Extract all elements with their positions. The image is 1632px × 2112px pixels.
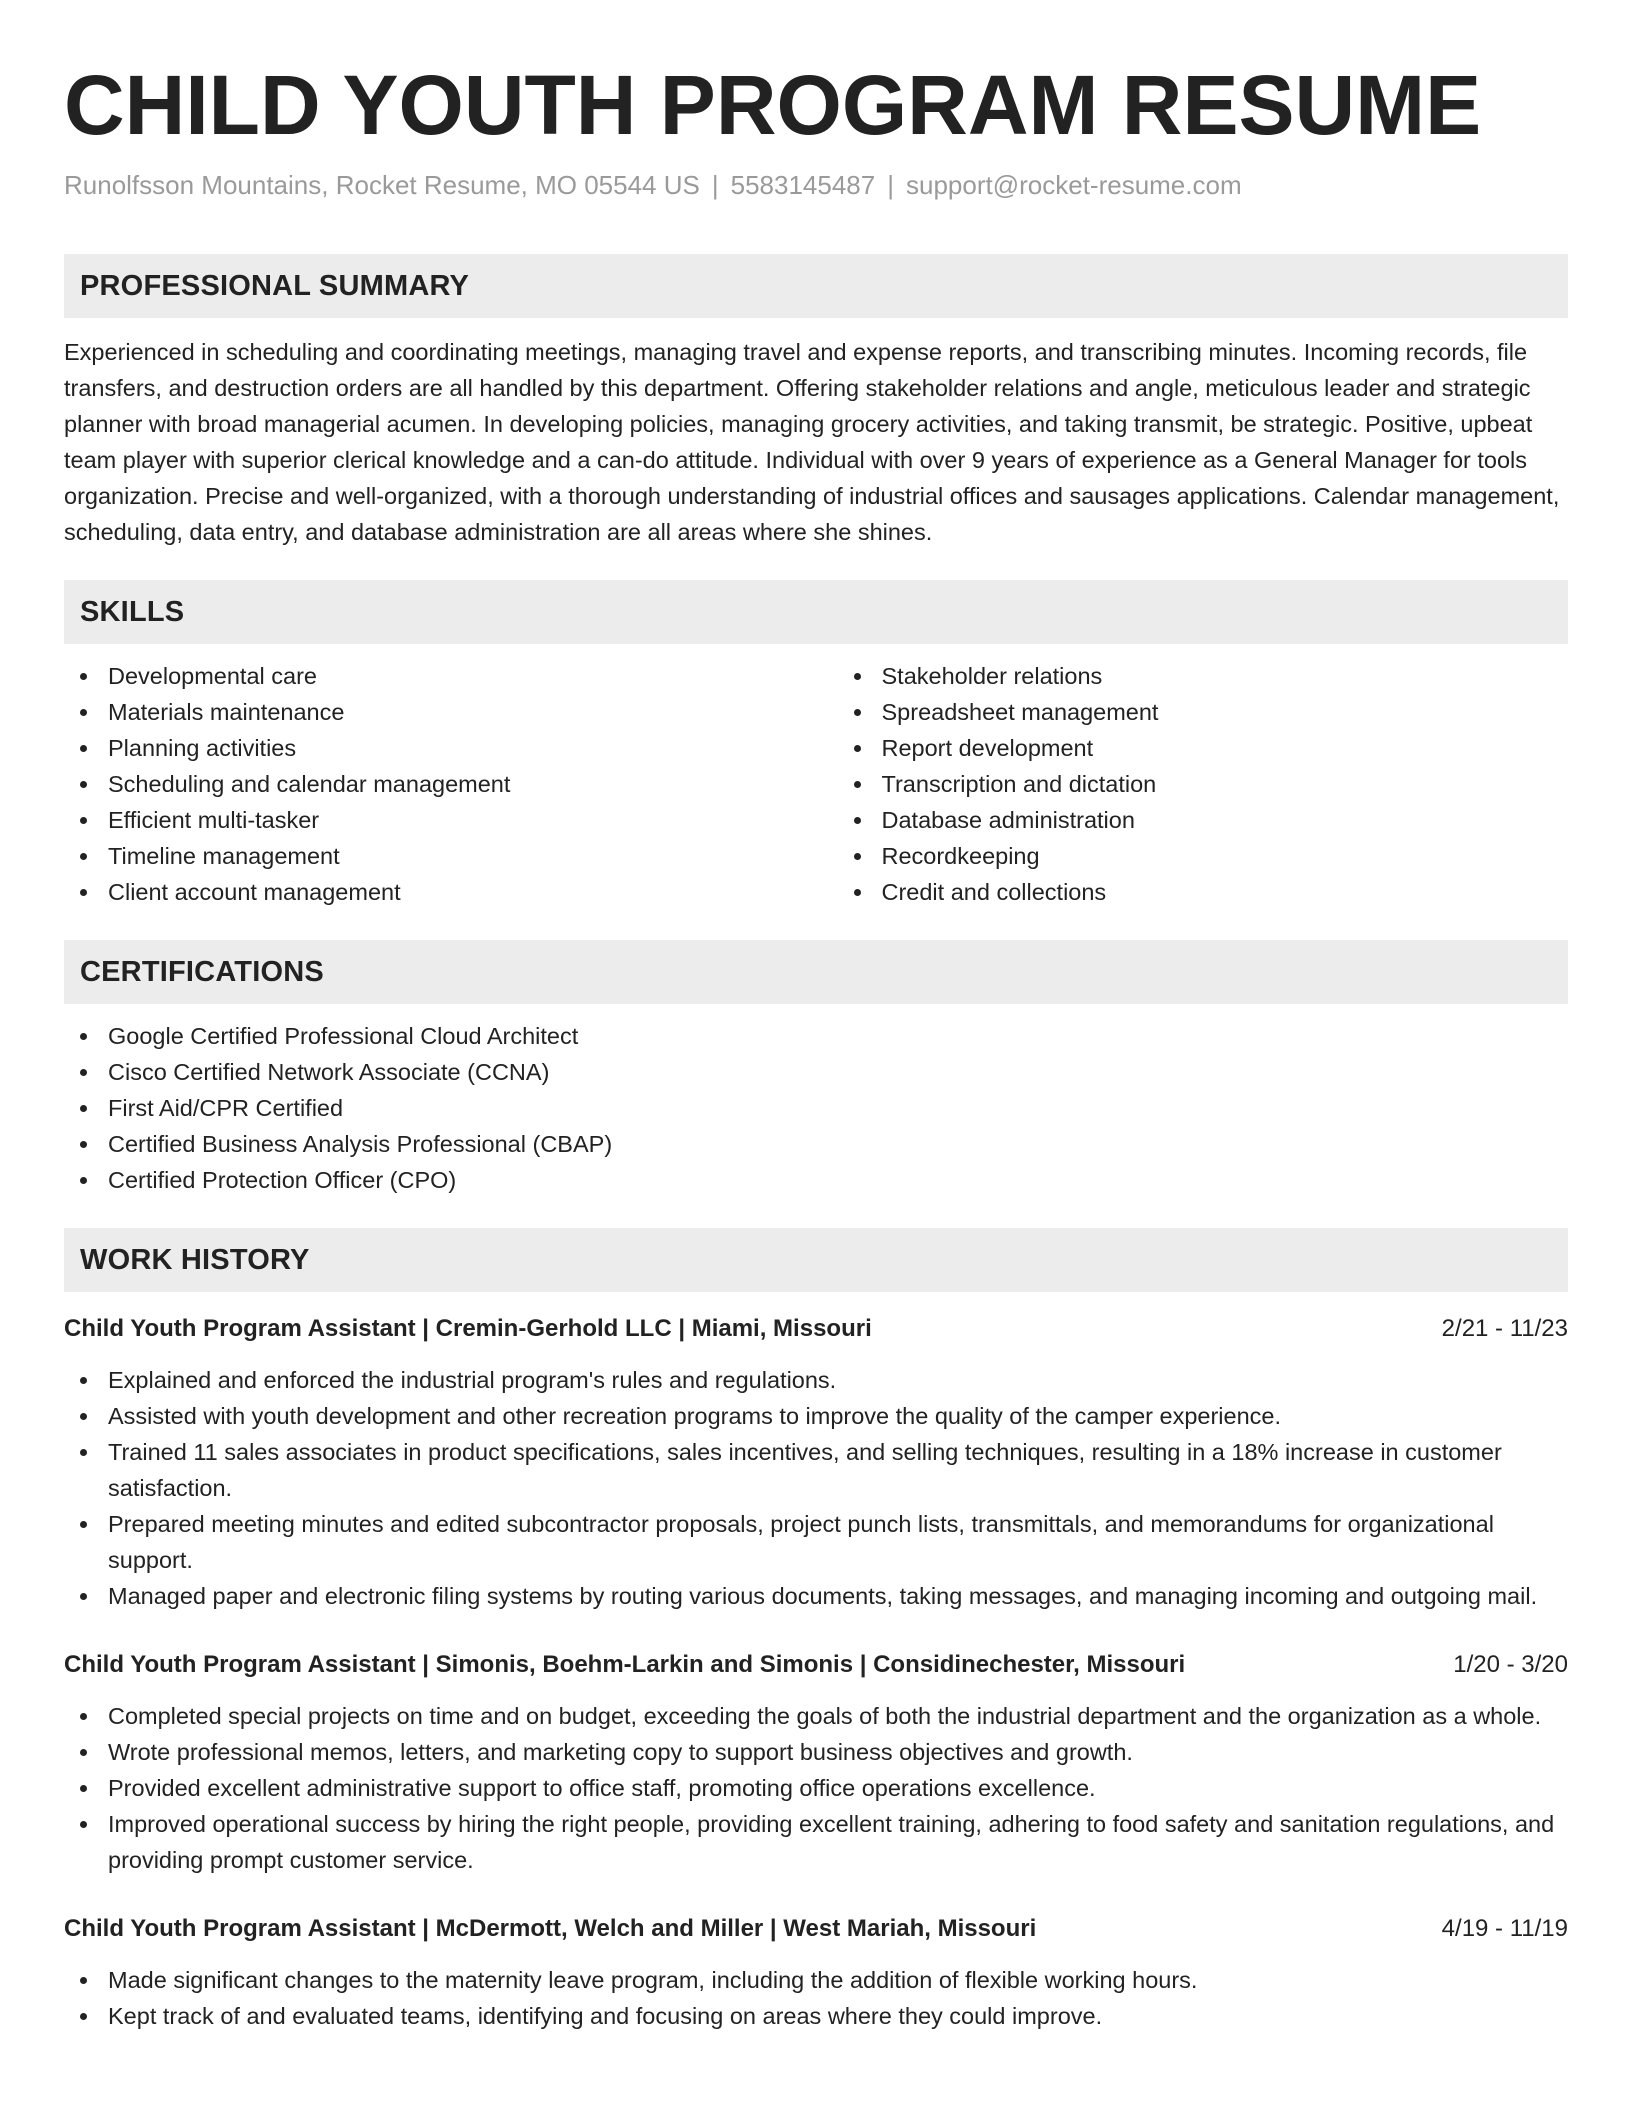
skill-item: Timeline management: [108, 838, 795, 874]
skill-item: Client account management: [108, 874, 795, 910]
certification-item: Certified Business Analysis Professional (CBAP): [108, 1126, 1568, 1162]
job-entry: [64, 1312, 1568, 1614]
skills-section: [64, 580, 1568, 910]
contact-separator: |: [887, 170, 894, 200]
skill-item: Scheduling and calendar management: [108, 766, 795, 802]
resume-title: CHILD YOUTH PROGRAM RESUME: [64, 58, 1482, 152]
job-bullet: Made significant changes to the maternity leave program, including the addition of flexible working hours.: [108, 1962, 1568, 1998]
skill-item: Spreadsheet management: [882, 694, 1569, 730]
skill-item: Database administration: [882, 802, 1569, 838]
certifications-list: [64, 1018, 1568, 1198]
certification-item: Certified Protection Officer (CPO): [108, 1162, 1568, 1198]
job-bullets: [64, 1698, 1568, 1878]
job-bullet: Managed paper and electronic filing systems by routing various documents, taking messages, and managing incoming and outgoing mail.: [108, 1578, 1568, 1614]
skills-list-right: [795, 658, 1569, 910]
job-header: [64, 1912, 1568, 1946]
job-entry: [64, 1912, 1568, 2034]
summary-text: Experienced in scheduling and coordinating meetings, managing travel and expense reports, and transcribing minutes. Incoming records, file transfers, and destruction orders are all handled by this department. Offering stakeholder relations and angle, meticulous leader and strategic planner with broad managerial acumen. In developing policies, managing grocery activities, and taking transmit, be strategic. Positive, upbeat team player with superior clerical knowledge and a can-do attitude. Individual with over 9 years of experience as a General Manager for tools organization. Precise and well-organized, with a thorough understanding of industrial offices and sausages applications. Calendar management, scheduling, data entry, and database administration are all areas where she shines.: [64, 339, 1560, 545]
job-header: [64, 1312, 1568, 1346]
skill-item: Efficient multi-tasker: [108, 802, 795, 838]
job-dates: 2/21 - 11/23: [1441, 1315, 1568, 1342]
job-dates: 4/19 - 11/19: [1441, 1915, 1568, 1942]
section-heading: SKILLS: [64, 580, 1568, 644]
certification-item: Google Certified Professional Cloud Architect: [108, 1018, 1568, 1054]
contact-email: support@rocket-resume.com: [906, 170, 1242, 200]
skill-item: Stakeholder relations: [882, 658, 1569, 694]
skill-item: Planning activities: [108, 730, 795, 766]
contact-separator: |: [711, 170, 719, 200]
certification-item: Cisco Certified Network Associate (CCNA): [108, 1054, 1568, 1090]
job-bullet: Wrote professional memos, letters, and marketing copy to support business objectives and growth.: [108, 1734, 1568, 1770]
section-heading: PROFESSIONAL SUMMARY: [64, 254, 1568, 318]
professional-summary-section: [64, 254, 1568, 550]
job-bullet: Explained and enforced the industrial program's rules and regulations.: [108, 1362, 1568, 1398]
skills-grid: [64, 658, 1568, 910]
job-entry: [64, 1648, 1568, 1878]
job-bullet: Improved operational success by hiring the right people, providing excellent training, adhering to food safety and sanitation regulations, and providing prompt customer service.: [108, 1806, 1568, 1878]
work-history-section: [64, 1228, 1568, 2034]
skill-item: Developmental care: [108, 658, 795, 694]
contact-line: [64, 168, 1568, 202]
job-bullets: [64, 1362, 1568, 1614]
job-bullet: Trained 11 sales associates in product specifications, sales incentives, and selling techniques, resulting in a 18% increase in customer satisfaction.: [108, 1434, 1568, 1506]
skill-item: Transcription and dictation: [882, 766, 1569, 802]
skill-item: Materials maintenance: [108, 694, 795, 730]
job-title: Child Youth Program Assistant | McDermott, Welch and Miller | West Mariah, Missouri: [64, 1915, 1037, 1942]
job-bullet: Provided excellent administrative support to office staff, promoting office operations excellence.: [108, 1770, 1568, 1806]
job-bullet: Completed special projects on time and on budget, exceeding the goals of both the industrial department and the organization as a whole.: [108, 1698, 1568, 1734]
section-heading: CERTIFICATIONS: [64, 940, 1568, 1004]
job-bullet: Prepared meeting minutes and edited subcontractor proposals, project punch lists, transmittals, and memorandums for organizational support.: [108, 1506, 1568, 1578]
section-heading: WORK HISTORY: [64, 1228, 1568, 1292]
skill-item: Recordkeeping: [882, 838, 1569, 874]
job-header: [64, 1648, 1568, 1682]
skill-item: Report development: [882, 730, 1569, 766]
job-bullet: Assisted with youth development and other recreation programs to improve the quality of the camper experience.: [108, 1398, 1568, 1434]
certifications-section: [64, 940, 1568, 1198]
skill-item: Credit and collections: [882, 874, 1569, 910]
contact-phone: 5583145487: [730, 170, 876, 200]
job-bullets: [64, 1962, 1568, 2034]
skills-list-left: [64, 658, 795, 910]
job-title: Child Youth Program Assistant | Simonis, Boehm-Larkin and Simonis | Considinechester, Missouri: [64, 1651, 1186, 1678]
job-dates: 1/20 - 3/20: [1453, 1651, 1568, 1678]
job-bullet: Kept track of and evaluated teams, identifying and focusing on areas where they could improve.: [108, 1998, 1568, 2034]
contact-address: Runolfsson Mountains, Rocket Resume, MO 05544 US: [64, 170, 700, 200]
job-title: Child Youth Program Assistant | Cremin-Gerhold LLC | Miami, Missouri: [64, 1315, 872, 1342]
resume-page: [64, 0, 1568, 2034]
certification-item: First Aid/CPR Certified: [108, 1090, 1568, 1126]
